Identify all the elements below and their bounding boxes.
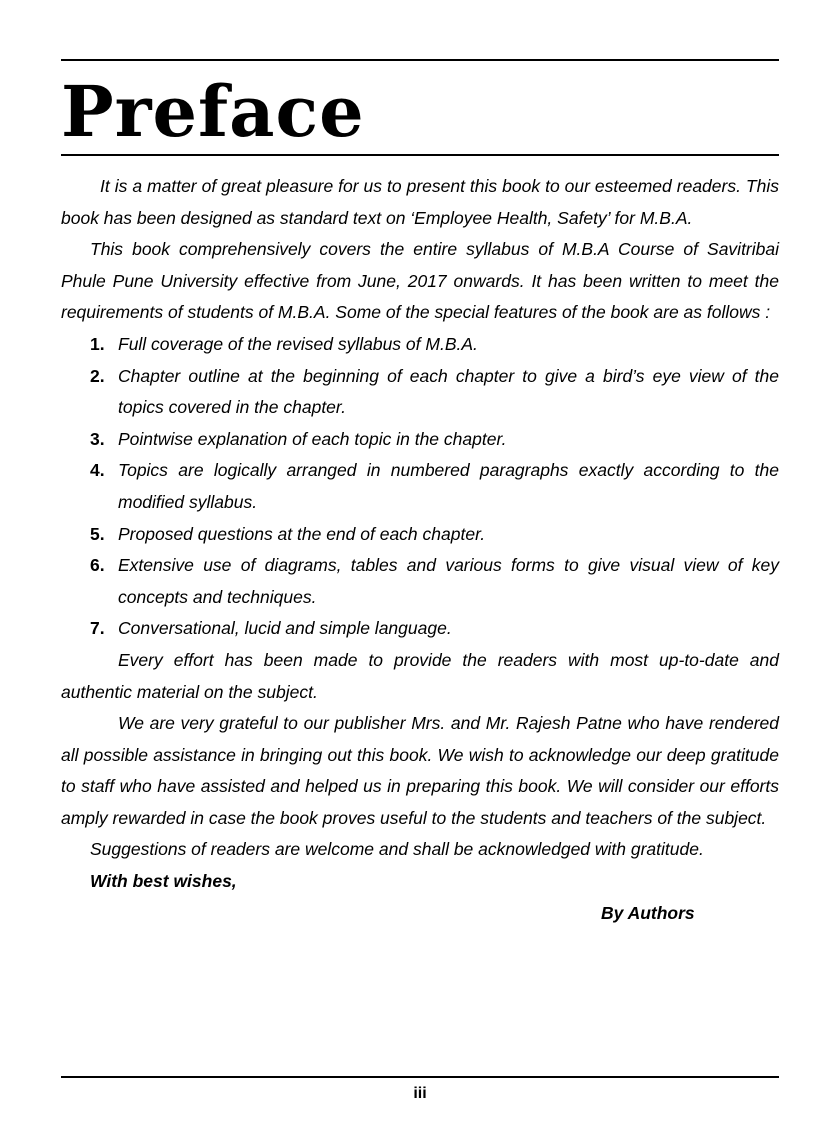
list-item	[61, 550, 779, 613]
preface-body	[61, 171, 779, 929]
list-item-number: 7.	[90, 618, 105, 639]
author-signature: By Authors	[601, 902, 695, 923]
syllabus-paragraph: This book comprehensively covers the entire syllabus of M.B.A Course of Savitribai Phule Pune University effective from June, 2017 onwards. It has been written to meet the requirements of students of M.B.A. Some of the special features of the book are as follows :	[61, 239, 779, 323]
intro-paragraph: It is a matter of great pleasure for us to present this book to our esteemed readers. This book has been designed as standard text on ‘Employee Health, Safety’ for M.B.A.	[61, 176, 779, 228]
footer-rule	[61, 1076, 779, 1078]
list-item	[61, 455, 779, 518]
list-item-text: Conversational, lucid and simple language.	[118, 618, 452, 639]
list-item-number: 2.	[90, 365, 105, 386]
list-item-text: Extensive use of diagrams, tables and various forms to give visual view of key concepts and techniques.	[118, 555, 779, 607]
features-list	[61, 329, 779, 645]
list-item	[61, 613, 779, 645]
top-rule	[61, 59, 779, 61]
list-item-text: Topics are logically arranged in numbered paragraphs exactly according to the modified syllabus.	[118, 460, 779, 512]
list-item-number: 5.	[90, 523, 105, 544]
list-item-number: 6.	[90, 555, 105, 576]
material-paragraph: Every effort has been made to provide the readers with most up-to-date and authentic material on the subject.	[61, 649, 779, 702]
list-item-number: 1.	[90, 333, 105, 354]
page-number: iii	[413, 1085, 427, 1102]
list-item	[61, 519, 779, 551]
list-item	[61, 361, 779, 424]
list-item	[61, 424, 779, 456]
list-item-text: Pointwise explanation of each topic in the chapter.	[118, 428, 507, 449]
list-item-text: Full coverage of the revised syllabus of M.B.A.	[118, 333, 478, 354]
list-item-number: 4.	[90, 460, 105, 481]
page-title: Preface	[61, 70, 365, 153]
list-item-number: 3.	[90, 428, 105, 449]
list-item-text: Chapter outline at the beginning of each chapter to give a bird’s eye view of the topics covered in the chapter.	[118, 365, 779, 418]
gratitude-paragraph: We are very grateful to our publisher Mrs. and Mr. Rajesh Patne who have rendered all possible assistance in bringing out this book. We wish to acknowledge our deep gratitude to staff who have assisted and helped us in preparing this book. We will consider our efforts amply rewarded in case the book proves useful to the students and teachers of the subject.	[61, 713, 779, 828]
list-item-text: Proposed questions at the end of each chapter.	[118, 523, 486, 544]
title-underline-rule	[61, 154, 779, 156]
list-item	[61, 329, 779, 361]
document-page	[61, 0, 779, 1140]
closing-wishes: With best wishes,	[90, 871, 237, 892]
suggestions-paragraph: Suggestions of readers are welcome and shall be acknowledged with gratitude.	[90, 839, 704, 860]
